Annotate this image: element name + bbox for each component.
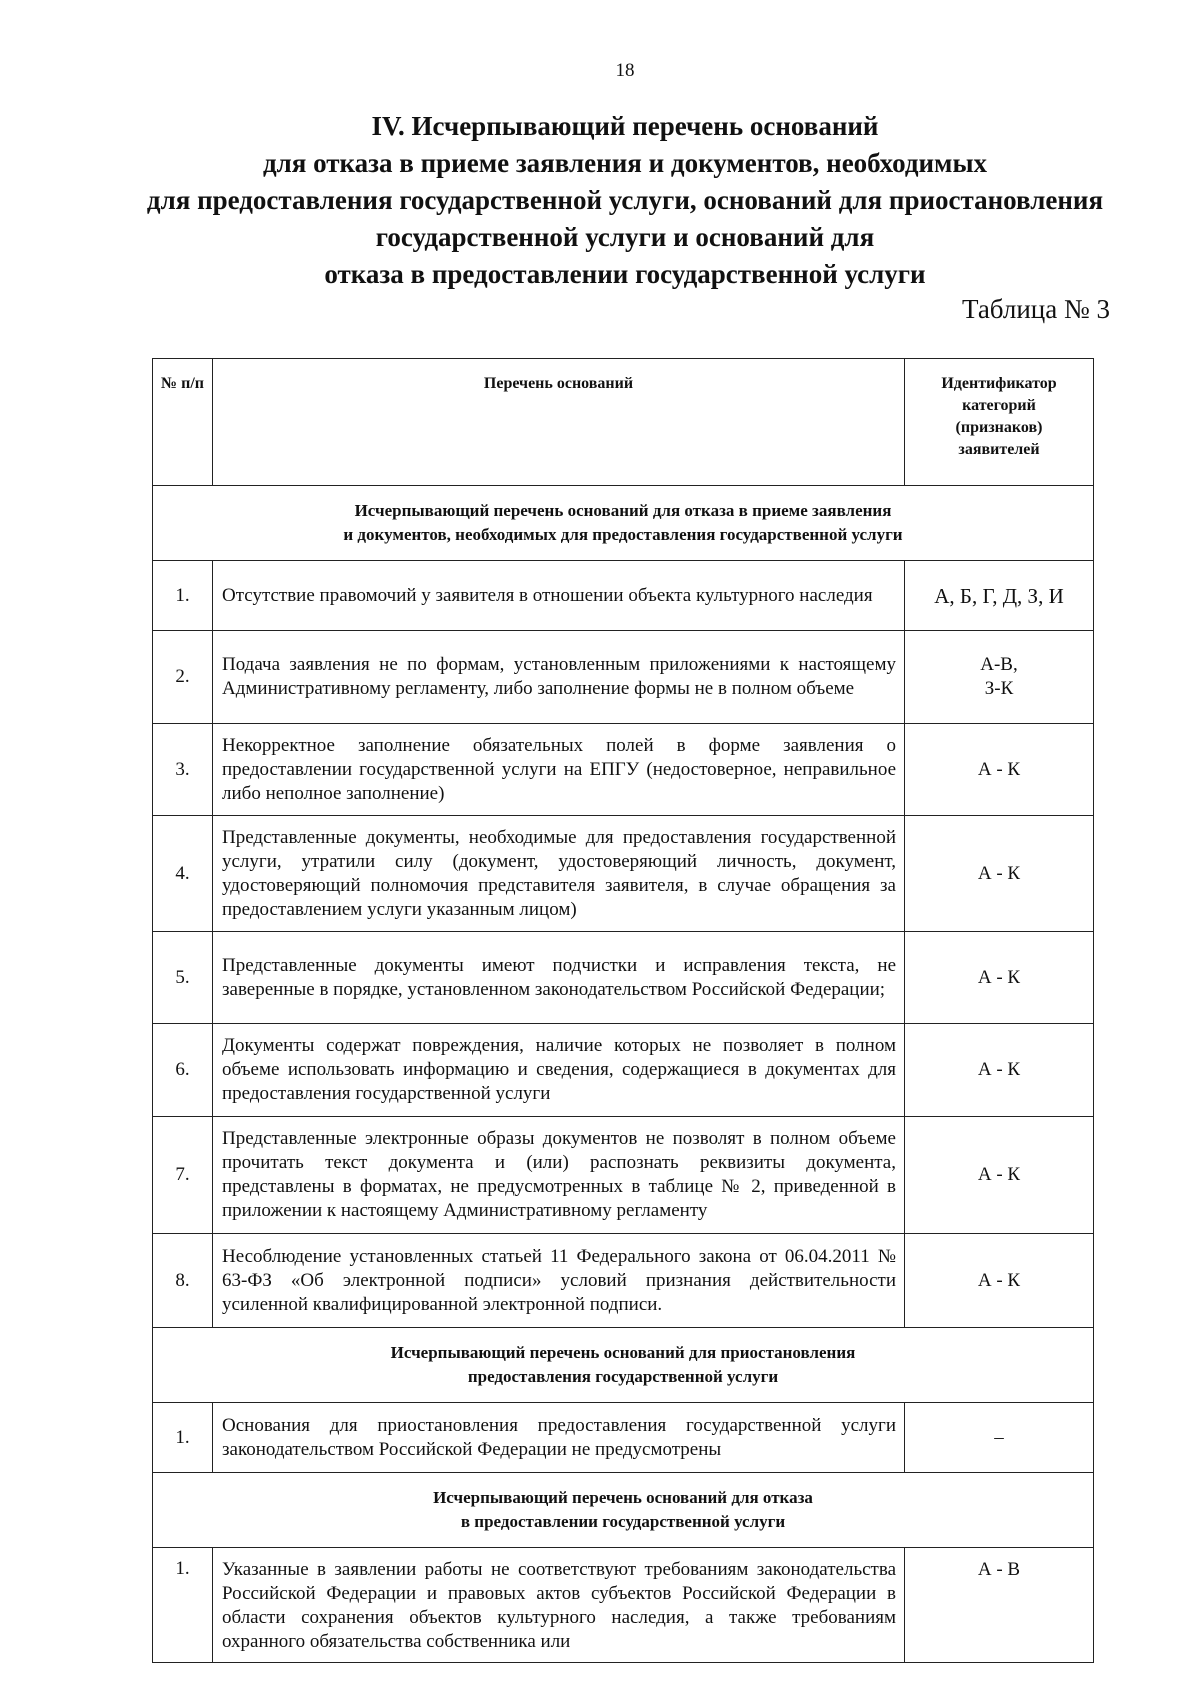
grounds-table [152, 358, 1094, 1663]
row-identifier: А - К [905, 932, 1094, 1024]
table-row [153, 932, 1094, 1024]
section-title-line: в предоставлении государственной услуги [460, 1512, 786, 1531]
row-number: 1. [153, 561, 213, 631]
section-title-line: Исчерпывающий перечень оснований для отказа в приеме заявления [354, 501, 892, 520]
header-grounds: Перечень оснований [213, 359, 905, 486]
section-title-refusal-acceptance [153, 486, 1094, 561]
row-text: Документы содержат повреждения, наличие которых не позволяет в полном объеме использовать информацию и сведения, содержащиеся в документах для предоставления государственной услуги [213, 1024, 905, 1117]
table-row [153, 561, 1094, 631]
section-title-row [153, 486, 1094, 561]
heading-line: IV. Исчерпывающий перечень оснований [371, 111, 879, 141]
row-identifier: А - К [905, 724, 1094, 816]
row-text: Основания для приостановления предоставления государственной услуги законодательством Российской Федерации не предусмотрены [213, 1403, 905, 1473]
header-number: № п/п [153, 359, 213, 486]
row-text: Отсутствие правомочий у заявителя в отношении объекта культурного наследия [213, 561, 905, 631]
heading-line: для предоставления государственной услуги, оснований для приостановления [146, 185, 1104, 215]
row-identifier: А - К [905, 1024, 1094, 1117]
row-number: 6. [153, 1024, 213, 1117]
section-title-line: Исчерпывающий перечень оснований для приостановления [390, 1343, 856, 1362]
row-identifier: А - В [905, 1548, 1094, 1663]
row-number: 7. [153, 1117, 213, 1234]
table-row [153, 1234, 1094, 1328]
row-text: Подача заявления не по формам, установленным приложениями к настоящему Административному регламенту, либо заполнение формы не в полном объеме [213, 631, 905, 724]
row-identifier: А - К [905, 1234, 1094, 1328]
page-number: 18 [615, 60, 635, 81]
row-text: Представленные документы имеют подчистки и исправления текста, не заверенные в порядке, установленном законодательством Российской Федерации; [213, 932, 905, 1024]
row-text: Представленные документы, необходимые для предоставления государственной услуги, утратили силу (документ, удостоверяющий личность, документ, удостоверяющий полномочия представителя заявителя, в случае обращения за предоставлением услуги указанным лицом) [213, 816, 905, 932]
table-row [153, 1403, 1094, 1473]
table-row [153, 1024, 1094, 1117]
table-row [153, 1548, 1094, 1663]
header-identifier: Идентификатор категорий (признаков) заявителей [905, 359, 1094, 486]
table-row [153, 1117, 1094, 1234]
table-row [153, 816, 1094, 932]
section-title-line: Исчерпывающий перечень оснований для отказа [433, 1488, 813, 1507]
table-header-row [153, 359, 1094, 486]
row-number: 3. [153, 724, 213, 816]
row-text: Представленные электронные образы документов не позволят в полном объеме прочитать текст документа и (или) распознать реквизиты документа, представлены в форматах, не предусмотренных в таблице № 2, приведенной в приложении к настоящему Административному регламенту [213, 1117, 905, 1234]
section-title-row [153, 1473, 1094, 1548]
row-text: Некорректное заполнение обязательных полей в форме заявления о предоставлении государственной услуги на ЕПГУ (недостоверное, неправильное либо неполное заполнение) [213, 724, 905, 816]
section-title-suspension [153, 1328, 1094, 1403]
section-title-refusal-provision [153, 1473, 1094, 1548]
table-row [153, 724, 1094, 816]
row-number: 1. [153, 1403, 213, 1473]
section-title-line: и документов, необходимых для предоставления государственной услуги [343, 525, 903, 544]
section-title-line: предоставления государственной услуги [467, 1367, 779, 1386]
row-number: 8. [153, 1234, 213, 1328]
row-number: 1. [153, 1548, 213, 1663]
row-identifier: А - К [905, 816, 1094, 932]
row-identifier: А - К [905, 1117, 1094, 1234]
section-title-row [153, 1328, 1094, 1403]
heading-line: отказа в предоставлении государственной услуги [324, 259, 926, 289]
row-text: Указанные в заявлении работы не соответствуют требованиям законодательства Российской Федерации и правовых актов субъектов Российской Федерации в области сохранения объектов культурного наследия, а также требованиям охранного обязательства собственника или [213, 1548, 905, 1663]
row-number: 5. [153, 932, 213, 1024]
row-text: Несоблюдение установленных статьей 11 Федерального закона от 06.04.2011 № 63-ФЗ «Об электронной подписи» условий признания действительности усиленной квалифицированной электронной подписи. [213, 1234, 905, 1328]
heading-line: государственной услуги и оснований для [375, 222, 875, 252]
heading-line: для отказа в приеме заявления и документов, необходимых [262, 148, 988, 178]
table-row [153, 631, 1094, 724]
row-identifier: А-В, З-К [905, 631, 1094, 724]
row-identifier: А, Б, Г, Д, З, И [905, 561, 1094, 631]
section-heading [60, 108, 1190, 293]
table-caption: Таблица № 3 [962, 294, 1110, 324]
row-number: 2. [153, 631, 213, 724]
row-number: 4. [153, 816, 213, 932]
row-identifier: – [905, 1403, 1094, 1473]
